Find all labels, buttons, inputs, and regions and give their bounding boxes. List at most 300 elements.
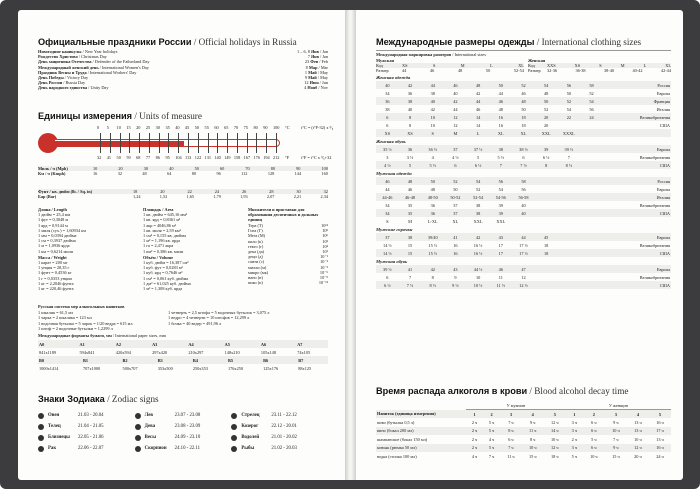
paper-size: 500x707 bbox=[122, 365, 138, 371]
size-value: 44 bbox=[401, 68, 407, 74]
size-cell: 54 bbox=[535, 81, 558, 89]
alcohol-time: 15 ч bbox=[612, 453, 620, 459]
zodiac-name: Козерог bbox=[241, 423, 259, 429]
size-cell: 17 ½ bbox=[519, 242, 528, 248]
size-code: XS bbox=[401, 62, 408, 68]
alcohol-time: 7 ч bbox=[500, 444, 522, 453]
holidays-title: Официальные праздники России / Official holidays in Russia bbox=[38, 37, 297, 47]
size-cell: 46 bbox=[475, 106, 481, 112]
size-row bbox=[376, 249, 671, 257]
paper-format: A3 bbox=[151, 340, 187, 348]
fahrenheit-unit: °F bbox=[285, 155, 290, 160]
size-cell: 24 bbox=[580, 113, 603, 121]
size-cell: 54 bbox=[498, 186, 503, 192]
size-region bbox=[603, 217, 671, 225]
size-row bbox=[376, 105, 671, 113]
size-cell: 41 bbox=[399, 265, 422, 273]
psi-value: 20 bbox=[160, 189, 165, 194]
size-cell bbox=[535, 265, 558, 273]
size-cell bbox=[558, 265, 581, 273]
mph-value: 30 bbox=[143, 166, 149, 171]
size-cell: 50 bbox=[535, 97, 558, 105]
holiday-row: День Победы / Victory Day 9 Май / May bbox=[38, 75, 328, 81]
size-cell: 6 bbox=[444, 161, 467, 169]
size-table bbox=[376, 265, 671, 289]
size-cell: 18 bbox=[544, 242, 549, 248]
fahrenheit-tick-label: 68 bbox=[136, 155, 141, 160]
bar-value: 2,34 bbox=[320, 194, 328, 200]
length-item: 1 миля (сух.) = 1,60934 км bbox=[38, 227, 86, 233]
size-cell: 54 bbox=[580, 97, 603, 105]
size-cell: 18 bbox=[535, 249, 558, 257]
bar-value: 1,24 bbox=[133, 194, 141, 200]
size-cell bbox=[558, 121, 581, 129]
size-code: XXS bbox=[547, 62, 556, 68]
scale-tick bbox=[110, 133, 111, 153]
kmh-value: 96 bbox=[216, 171, 221, 177]
area-item: 1 м² = 1,196 кв. ярда bbox=[143, 238, 180, 244]
prefix-row: Мега (М) 10⁶ bbox=[248, 233, 328, 239]
kmh-value: 32 bbox=[117, 171, 122, 177]
right-page bbox=[356, 10, 683, 480]
paper-format: A6 bbox=[260, 340, 296, 348]
holiday-row: Международный женский день / International Women's Day 8 Мар / Mar bbox=[38, 64, 328, 70]
size-value: 32-36 bbox=[547, 68, 558, 74]
size-region: Великобритания bbox=[639, 242, 670, 248]
alcohol-time: 12 ч bbox=[550, 419, 559, 425]
size-cell bbox=[558, 249, 581, 257]
zodiac-name: Весы bbox=[144, 434, 156, 440]
size-region: США bbox=[603, 281, 671, 289]
alcohol-time: 13 ч bbox=[656, 436, 664, 442]
size-region bbox=[603, 129, 671, 137]
size-cell: 3 ½ bbox=[406, 154, 414, 160]
size-cell: XXL bbox=[496, 218, 506, 224]
size-cell bbox=[580, 145, 603, 153]
kmh-value: 128 bbox=[267, 171, 275, 177]
celsius-tick-label: 55 bbox=[204, 125, 209, 130]
zodiac-row bbox=[38, 421, 328, 432]
alcohol-col-header: 1 bbox=[566, 410, 583, 419]
size-cell bbox=[580, 129, 603, 137]
paper-format: B5 bbox=[227, 356, 262, 364]
size-cell: 39 bbox=[535, 145, 558, 153]
size-cell: 43 bbox=[444, 265, 467, 273]
size-cell: 15 ½ bbox=[428, 242, 438, 248]
fahrenheit-formula: t°F = t°C x ⁹⁄₅+32 bbox=[301, 155, 332, 160]
units-section bbox=[38, 111, 328, 121]
size-cell: 37 bbox=[453, 202, 458, 208]
size-cell: 38 bbox=[475, 202, 481, 208]
alcohol-drink: водка (стопка 100 мл) bbox=[377, 453, 417, 459]
zodiac-icon bbox=[38, 435, 44, 441]
alcohol-time: 10 ч bbox=[605, 427, 627, 436]
size-code: L bbox=[643, 62, 647, 68]
size-cell: 36 bbox=[376, 97, 399, 105]
zodiac-item bbox=[38, 421, 135, 432]
paper-format: A7 bbox=[296, 340, 328, 348]
alcohol-time: 3 ч bbox=[566, 427, 583, 436]
size-section-title: Мужская одежда bbox=[376, 171, 412, 177]
size-cell: 46 bbox=[376, 177, 399, 185]
mph-value: 20 bbox=[118, 166, 123, 171]
size-cell: 45 bbox=[535, 233, 558, 241]
size-row bbox=[376, 97, 671, 105]
fahrenheit-tick-label: 122 bbox=[194, 155, 202, 160]
size-cell: 38 bbox=[399, 97, 422, 105]
area-item: 1 кв. миля = 2,59 км² bbox=[143, 227, 181, 233]
size-cell bbox=[535, 281, 558, 289]
size-cell: 4 ½ bbox=[452, 154, 459, 160]
size-code: M bbox=[460, 62, 465, 68]
paper-size: 88x125 bbox=[298, 365, 312, 371]
zodiac-icon bbox=[38, 446, 44, 452]
size-cell: 46 bbox=[489, 265, 512, 273]
mass-item: 1 фунт = 0,4536 кг bbox=[38, 270, 72, 276]
size-cell: 37 bbox=[376, 233, 399, 241]
alcohol-time: 8 ч bbox=[530, 436, 536, 442]
size-cell: XS bbox=[399, 129, 422, 137]
length-item: 1 ярд = 0,9144 м bbox=[38, 222, 68, 228]
thermometer-ticks bbox=[100, 133, 276, 153]
mens-marking: Мужская Код XS S M L XL Размер 44 46 48 50 52-54 bbox=[376, 57, 524, 74]
bar-value: 1,79 bbox=[213, 194, 221, 200]
size-region: Европа bbox=[656, 90, 670, 96]
liquor-item: 1 водочная бутылка = 5 чарок = 1/20 ведра = 615 мл bbox=[38, 320, 133, 326]
alcohol-time: 10 ч bbox=[550, 436, 559, 442]
size-value: 48 bbox=[457, 68, 463, 74]
mph-value: 60 bbox=[219, 166, 225, 171]
size-cell: 12 bbox=[521, 274, 526, 280]
celsius-tick-label: 50 bbox=[194, 125, 200, 130]
size-cell: XS bbox=[376, 129, 399, 137]
paper-format: B7 bbox=[297, 356, 328, 364]
alcohol-col-header: 3 bbox=[500, 410, 522, 419]
size-cell: 7 bbox=[567, 154, 570, 160]
kmh-value: 48 bbox=[142, 171, 147, 177]
size-cell: 40 bbox=[512, 209, 535, 217]
zodiac-icon bbox=[231, 413, 237, 419]
size-cell: 40 bbox=[376, 81, 399, 89]
psi-value: 28 bbox=[269, 189, 274, 194]
size-row bbox=[376, 161, 671, 169]
alcohol-drink: пиво (бутылка 0,5 л) bbox=[377, 419, 415, 425]
volume-item: 1 м³ = 1,308 куб. ярда bbox=[143, 286, 183, 292]
celsius-tick-label: 100 bbox=[273, 125, 280, 130]
size-row bbox=[376, 113, 671, 121]
size-cell: 35 ½ bbox=[376, 145, 399, 153]
celsius-tick-label: 10 bbox=[116, 125, 121, 130]
prefix-row: гекто (г) 10² bbox=[248, 243, 328, 249]
size-cell: 37 ½ bbox=[467, 145, 490, 153]
size-cell: 16 bbox=[453, 242, 458, 248]
alcohol-time: 20 ч bbox=[634, 453, 642, 459]
bar-value: 1,65 bbox=[186, 194, 195, 200]
alcohol-row bbox=[376, 418, 671, 427]
size-cell: 42 bbox=[421, 265, 444, 273]
volume-item: 1 куб. ярд = 0,7646 м³ bbox=[143, 270, 183, 276]
liquor-item: 1 ведро = 4 четверти = 10 штофов = 12,299 л bbox=[168, 315, 250, 321]
paper-format: A5 bbox=[224, 340, 260, 348]
size-value: 52-54 bbox=[513, 68, 524, 74]
length-item: 1 м = 1,0936 ярда bbox=[38, 243, 70, 249]
alcohol-col-header: 1 bbox=[466, 410, 483, 419]
zodiac-name: Телец bbox=[48, 423, 61, 429]
paper-size: 74x105 bbox=[297, 349, 311, 355]
size-cell: 16 ½ bbox=[467, 249, 490, 257]
size-cell: 56-58 bbox=[512, 193, 535, 201]
celsius-tick-label: 45 bbox=[185, 125, 190, 130]
alcohol-time: 11 ч bbox=[507, 453, 515, 459]
size-cell: 50 bbox=[421, 177, 444, 185]
alcohol-time: 12 ч bbox=[544, 444, 566, 453]
size-row bbox=[376, 241, 671, 249]
size-cell: 52 bbox=[558, 97, 581, 105]
size-cell: 18 bbox=[512, 113, 535, 121]
paper-format: B0 bbox=[38, 356, 82, 364]
prefix-block: Множители и приставки для образования десятичных и дольных единиц Тера (Т) 10¹² Гига (Г) 10⁹ Мега (М) 10⁶ кило (к) 10³ гекто (г) 10² дека (да) 10¹ деци (д) 10⁻¹ санти (с) 10⁻² милли (м) 10⁻³ микро (мк) 10⁻⁶ нано (н) 10⁻⁹ пико (п) 10⁻¹² bbox=[248, 207, 328, 286]
mass-item: 1 кг = 220,46 фунта bbox=[38, 286, 74, 292]
area-item: 1 кв. ярд = 0,8361 м² bbox=[143, 217, 181, 223]
size-region: Италия bbox=[656, 106, 670, 112]
celsius-unit: °C bbox=[285, 125, 290, 130]
celsius-tick-label: 25 bbox=[145, 125, 151, 130]
alcohol-time: 12 ч bbox=[627, 444, 649, 453]
paper-format: B2 bbox=[122, 356, 157, 364]
length-block: Длина / Length 1 дюйм = 25,4 мм 1 фут = 0,3048 м 1 ярд = 0,9144 м 1 миля (сух.) = 1,60934 км 1 мм = 0,0394 дюйма 1 см = 0,3937 дюйма 1 м = 1,0936 ярда 1 км = 0,6214 мили Масса / Weight 1 карат = 200 мг 1 унция = 28,35 г 1 фунт = 0,4536 кг 1 г = 0,0353 унции 1 кг = 2,2046 фунта 1 кг = 220,46 фунта bbox=[38, 207, 123, 291]
pressure-conversion bbox=[38, 189, 328, 199]
size-table bbox=[376, 177, 671, 225]
size-row bbox=[376, 121, 671, 129]
celsius-tick-label: 70 bbox=[233, 125, 239, 130]
size-cell bbox=[558, 241, 581, 249]
size-code: S bbox=[432, 62, 436, 68]
alcohol-time: 9 ч bbox=[605, 444, 627, 453]
zodiac-icon bbox=[135, 413, 141, 419]
size-cell: 42 bbox=[475, 90, 481, 96]
zodiac-row bbox=[38, 443, 328, 454]
size-cell: 56 bbox=[521, 186, 526, 192]
alcohol-time: 5 ч bbox=[571, 453, 577, 459]
mph-value: 10 bbox=[93, 166, 98, 171]
zodiac-item bbox=[135, 443, 232, 454]
paper-format: B4 bbox=[192, 356, 227, 364]
size-region: Европа bbox=[656, 186, 670, 192]
alcohol-time: 6 ч bbox=[591, 419, 597, 425]
size-row bbox=[376, 145, 671, 153]
size-cell: 14 ½ bbox=[383, 242, 392, 248]
holidays-list bbox=[38, 49, 328, 91]
alcohol-time: 2 ч bbox=[466, 427, 483, 436]
prefix-row: дека (да) 10¹ bbox=[248, 249, 328, 255]
fahrenheit-tick-label: 194 bbox=[263, 155, 270, 160]
size-cell: 44 bbox=[512, 233, 535, 241]
size-cell: L bbox=[467, 129, 490, 137]
fahrenheit-tick-label: 158 bbox=[233, 155, 241, 160]
scale-tick bbox=[129, 133, 130, 153]
size-cell: 46 bbox=[444, 81, 467, 89]
size-cell: 48 bbox=[430, 186, 435, 192]
alcohol-time: 3 ч bbox=[566, 444, 583, 453]
area-item: 1 акр = 4046,86 м² bbox=[143, 222, 176, 228]
size-cell bbox=[558, 281, 581, 289]
size-value: 40-42 bbox=[632, 68, 643, 74]
size-cell: 20 bbox=[535, 113, 558, 121]
prefix-row: кило (к) 10³ bbox=[248, 238, 328, 244]
size-cell: 46 bbox=[407, 186, 413, 192]
alcohol-row bbox=[376, 427, 671, 436]
prefix-row: деци (д) 10⁻¹ bbox=[248, 254, 328, 260]
size-cell: 40 bbox=[407, 106, 413, 112]
psi-value: 18 bbox=[133, 189, 138, 194]
size-row bbox=[376, 81, 671, 89]
size-cell: 35 bbox=[399, 209, 422, 217]
paper-size: 250x353 bbox=[192, 365, 208, 371]
size-cell bbox=[535, 273, 558, 281]
scale-tick bbox=[139, 133, 140, 153]
mass-item: 1 г = 0,0353 унции bbox=[38, 275, 72, 281]
size-region: Великобритания bbox=[639, 202, 670, 208]
paper-table bbox=[38, 340, 328, 356]
size-cell: XL bbox=[452, 218, 459, 224]
size-cell bbox=[580, 185, 603, 193]
size-cell: 14 bbox=[475, 122, 481, 128]
zodiac-section bbox=[38, 394, 328, 454]
size-cell: XXXL bbox=[558, 129, 581, 137]
size-cell: 6 bbox=[386, 274, 389, 280]
size-region: Великобритания bbox=[639, 274, 670, 280]
holidays-section bbox=[38, 37, 328, 91]
size-cell: 44-46 bbox=[376, 193, 399, 201]
alcohol-time: 24 ч bbox=[656, 453, 664, 459]
zodiac-name: Дева bbox=[144, 423, 156, 429]
size-value: 46 bbox=[429, 68, 435, 74]
alcohol-col-header: 5 bbox=[544, 410, 566, 419]
size-cell: 11 ½ bbox=[489, 281, 512, 289]
size-cell: 36 bbox=[430, 202, 435, 208]
psi-value: 32 bbox=[323, 189, 328, 194]
celsius-tick-label: 65 bbox=[224, 125, 229, 130]
alcohol-time: 6 ч bbox=[508, 436, 514, 442]
size-cell: 7 ½ bbox=[399, 281, 422, 289]
area-item: 1 см² = 0,155 кв. дюйма bbox=[143, 233, 187, 239]
zodiac-icon bbox=[135, 446, 141, 452]
alcohol-time: 2 ч bbox=[471, 419, 478, 425]
prefix-row: милли (м) 10⁻³ bbox=[248, 264, 328, 270]
alcohol-row bbox=[376, 444, 671, 453]
volume-item: 1 см³ = 0,061 куб. дюйма bbox=[143, 275, 189, 281]
paper-format: B6 bbox=[262, 356, 297, 364]
zodiac-dates: 21.03 - 20.04 bbox=[78, 412, 104, 418]
alcohol-time: 9 ч bbox=[613, 419, 619, 425]
zodiac-item bbox=[135, 421, 232, 432]
size-cell: 52 bbox=[444, 177, 467, 185]
size-cell: M bbox=[444, 129, 467, 137]
size-cell bbox=[580, 281, 603, 289]
alcohol-time: 5 ч bbox=[488, 419, 495, 425]
size-cell bbox=[558, 201, 581, 209]
size-cell: 17 bbox=[498, 242, 503, 248]
alcohol-time: 14 ч bbox=[544, 427, 566, 436]
size-cell: 16 bbox=[498, 122, 503, 128]
zodiac-icon bbox=[231, 446, 237, 452]
size-cell: 10 bbox=[475, 274, 481, 280]
alcohol-title: Время распада алкоголя в крови / Blood alcohol decay time bbox=[376, 386, 629, 396]
scale-tick bbox=[188, 133, 189, 153]
alcohol-time: 7 ч bbox=[508, 419, 514, 425]
size-cell: 38 bbox=[489, 145, 512, 153]
size-table bbox=[376, 81, 671, 137]
scale-tick bbox=[276, 133, 277, 153]
celsius-tick-label: 5 bbox=[106, 125, 109, 130]
size-region: Европа bbox=[603, 265, 671, 273]
paper-format: A1 bbox=[79, 340, 115, 348]
size-row bbox=[376, 153, 671, 161]
zodiac-item bbox=[135, 410, 232, 421]
size-cell: 39/40 bbox=[421, 233, 444, 241]
size-value: 50 bbox=[485, 68, 491, 74]
mph-value: 50 bbox=[194, 166, 199, 171]
size-cell: XXL bbox=[473, 218, 483, 224]
size-cell: 39 ½ bbox=[558, 145, 581, 153]
zodiac-name: Стрелец bbox=[241, 412, 260, 418]
size-cell bbox=[580, 241, 603, 249]
size-row bbox=[376, 273, 671, 281]
size-cell: 14 bbox=[467, 113, 490, 121]
alcohol-time: 2 ч bbox=[466, 444, 483, 453]
size-region: Европа bbox=[603, 233, 671, 241]
clothing-sizes-section bbox=[376, 37, 671, 289]
holiday-row: Праздник Весны и Труда / International Workers' Day 1 Май / May bbox=[38, 69, 328, 75]
size-cell: 38 ½ bbox=[512, 145, 535, 153]
alcohol-time: 18 ч bbox=[550, 453, 559, 459]
size-cell: 8 bbox=[535, 161, 558, 169]
size-value: 42-44 bbox=[660, 68, 671, 74]
liquor-item: 1 четверть = 2,5 штофа = 5 водочных бутылок = 3,075 л bbox=[168, 310, 270, 316]
fahrenheit-tick-label: 77 bbox=[145, 155, 151, 160]
zodiac-name: Лев bbox=[144, 412, 153, 418]
size-cell: 14 ½ bbox=[376, 249, 399, 257]
alcohol-time: 7 ч bbox=[613, 436, 619, 442]
celsius-tick-label: 15 bbox=[126, 125, 131, 130]
size-cell: 42 bbox=[467, 233, 490, 241]
womens-marking: Женская Код XXS XS S M L XL Размер 32-36 36-38 38-40 40-42 42-44 bbox=[527, 57, 671, 74]
size-region: Европа bbox=[603, 145, 671, 153]
size-cell: 44 bbox=[385, 186, 390, 192]
size-cell: 46 bbox=[489, 97, 512, 105]
alcohol-row bbox=[376, 435, 671, 444]
size-region: Италия bbox=[603, 193, 671, 201]
size-table bbox=[376, 233, 671, 257]
size-cell: 48 bbox=[544, 90, 549, 96]
alcohol-time: 5 ч bbox=[483, 427, 500, 436]
zodiac-item bbox=[38, 443, 135, 454]
celsius-tick-label: 20 bbox=[136, 125, 141, 130]
size-cell: 38 bbox=[430, 90, 435, 96]
volume-item: 1 дм³ = 61,025 куб. дюйма bbox=[143, 280, 191, 286]
size-cell: 48 bbox=[512, 97, 535, 105]
zodiac-item bbox=[38, 432, 135, 443]
alcohol-time: 7 ч bbox=[488, 453, 495, 459]
scale-tick bbox=[208, 133, 209, 153]
size-cell: 17 ½ bbox=[512, 249, 535, 257]
size-cell bbox=[580, 209, 603, 217]
alcohol-time: 11 ч bbox=[522, 427, 544, 436]
size-cell: 40 bbox=[421, 97, 444, 105]
paper-size: 841x1189 bbox=[39, 349, 57, 355]
size-cell: 16 ½ bbox=[473, 242, 483, 248]
paper-size: 105x148 bbox=[260, 349, 276, 355]
